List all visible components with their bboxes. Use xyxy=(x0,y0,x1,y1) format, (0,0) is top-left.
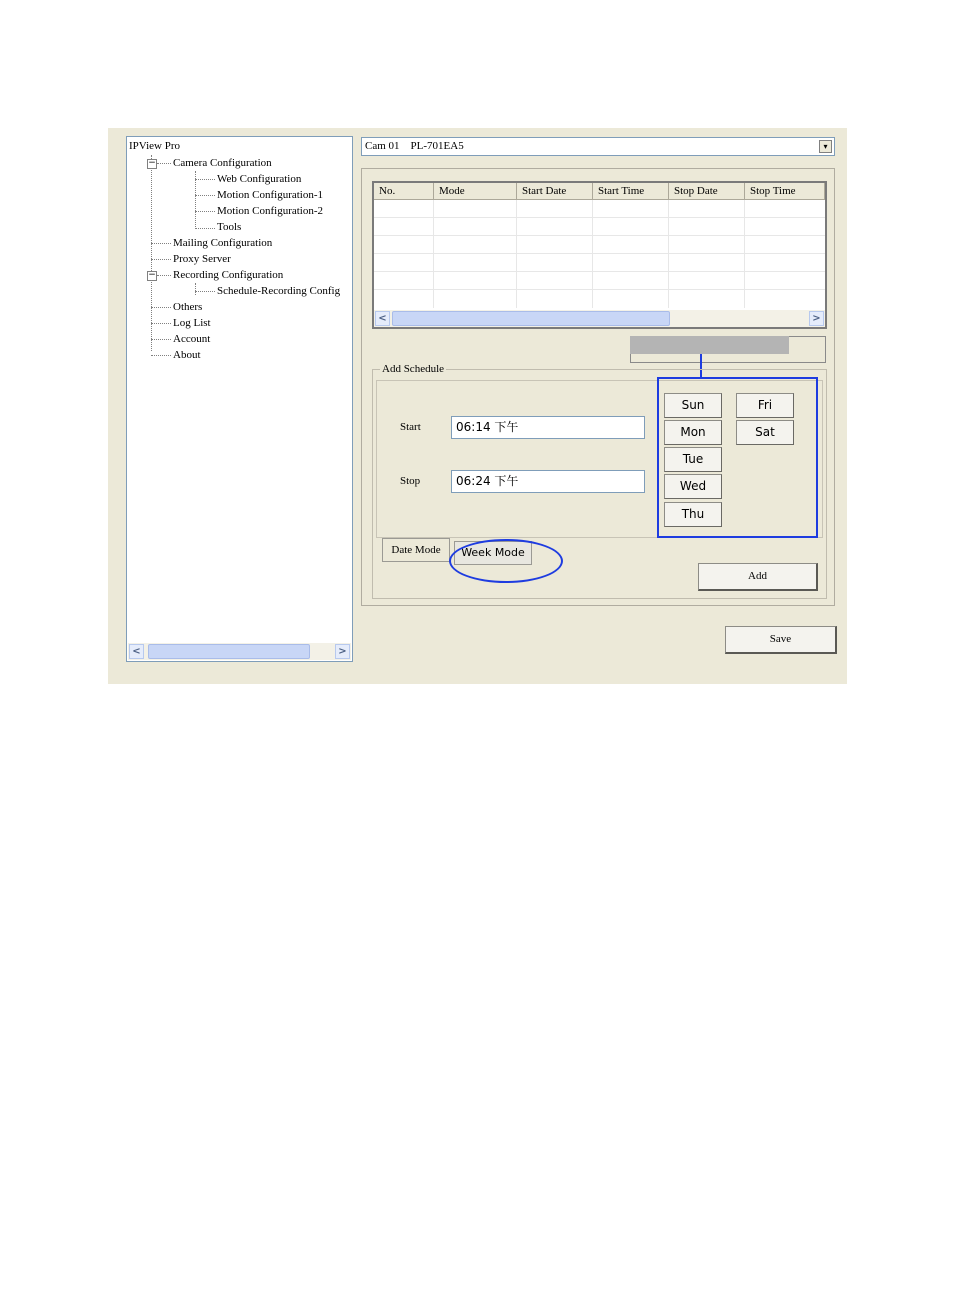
tree-item-camera-configuration[interactable]: Camera Configuration xyxy=(173,157,272,169)
tree-item-log-list[interactable]: Log List xyxy=(173,317,211,329)
tree-guide-line xyxy=(195,283,196,295)
stop-label: Stop xyxy=(400,475,421,487)
tree-item-proxy-server[interactable]: Proxy Server xyxy=(173,253,231,265)
day-button-mon[interactable]: Mon xyxy=(664,420,722,445)
add-button[interactable]: Add xyxy=(698,563,818,591)
tree-item-recording-configuration[interactable]: Recording Configuration xyxy=(173,269,284,281)
tab-date-mode[interactable]: Date Mode xyxy=(382,538,450,562)
save-button[interactable]: Save xyxy=(725,626,837,654)
tree-item-about[interactable]: About xyxy=(173,349,201,361)
camera-select[interactable] xyxy=(361,137,835,156)
table-header xyxy=(374,183,825,200)
schedule-table[interactable] xyxy=(372,181,827,329)
highlight-ellipse xyxy=(449,539,563,583)
scroll-left-icon[interactable]: < xyxy=(375,311,390,326)
tree-item-mailing-configuration[interactable]: Mailing Configuration xyxy=(173,237,273,249)
scrollbar-thumb[interactable] xyxy=(392,311,670,326)
start-time-input[interactable]: 06:14 下午 xyxy=(451,416,645,439)
config-tree xyxy=(126,136,353,662)
tab-week-mode[interactable]: Week Mode xyxy=(454,541,532,565)
day-button-sun[interactable]: Sun xyxy=(664,393,722,418)
day-button-wed[interactable]: Wed xyxy=(664,474,722,499)
start-label: Start xyxy=(400,421,421,433)
tree-item-motion-configuration-1[interactable]: Motion Configuration-1 xyxy=(217,189,324,201)
tree-item-account[interactable]: Account xyxy=(173,333,211,345)
camera-select-value: Cam 01 PL-701EA5 xyxy=(365,140,464,152)
column-header-mode[interactable]: Mode xyxy=(434,183,517,200)
column-header-no[interactable]: No. xyxy=(374,183,434,200)
add-schedule-legend: Add Schedule xyxy=(382,363,445,375)
day-button-tue[interactable]: Tue xyxy=(664,447,722,472)
stop-time-input[interactable]: 06:24 下午 xyxy=(451,470,645,493)
tree-item-motion-configuration-2[interactable]: Motion Configuration-2 xyxy=(217,205,324,217)
day-button-thu[interactable]: Thu xyxy=(664,502,722,527)
redacted-label-bar xyxy=(630,336,789,354)
collapse-icon[interactable]: − xyxy=(148,270,156,280)
collapse-icon[interactable]: − xyxy=(148,158,156,168)
tree-root[interactable]: IPView Pro xyxy=(129,140,180,152)
table-horizontal-scrollbar[interactable] xyxy=(374,310,825,327)
scroll-right-icon[interactable]: > xyxy=(809,311,824,326)
scroll-right-icon[interactable]: > xyxy=(335,644,350,659)
tree-item-schedule-recording-config[interactable]: Schedule-Recording Config xyxy=(217,285,341,297)
tree-guide-line xyxy=(151,155,152,351)
scroll-left-icon[interactable]: < xyxy=(129,644,144,659)
column-header-stop-date[interactable]: Stop Date xyxy=(669,183,745,200)
dropdown-arrow-icon[interactable]: ▾ xyxy=(819,140,832,153)
day-button-fri[interactable]: Fri xyxy=(736,393,794,418)
tree-item-web-configuration[interactable]: Web Configuration xyxy=(217,173,302,185)
tree-item-tools[interactable]: Tools xyxy=(217,221,242,233)
scrollbar-thumb[interactable] xyxy=(148,644,310,659)
tree-item-others[interactable]: Others xyxy=(173,301,203,313)
day-button-sat[interactable]: Sat xyxy=(736,420,794,445)
column-header-start-date[interactable]: Start Date xyxy=(517,183,593,200)
tree-horizontal-scrollbar[interactable] xyxy=(128,643,351,660)
app-window xyxy=(108,128,847,684)
column-header-stop-time[interactable]: Stop Time xyxy=(745,183,825,200)
column-header-start-time[interactable]: Start Time xyxy=(593,183,669,200)
